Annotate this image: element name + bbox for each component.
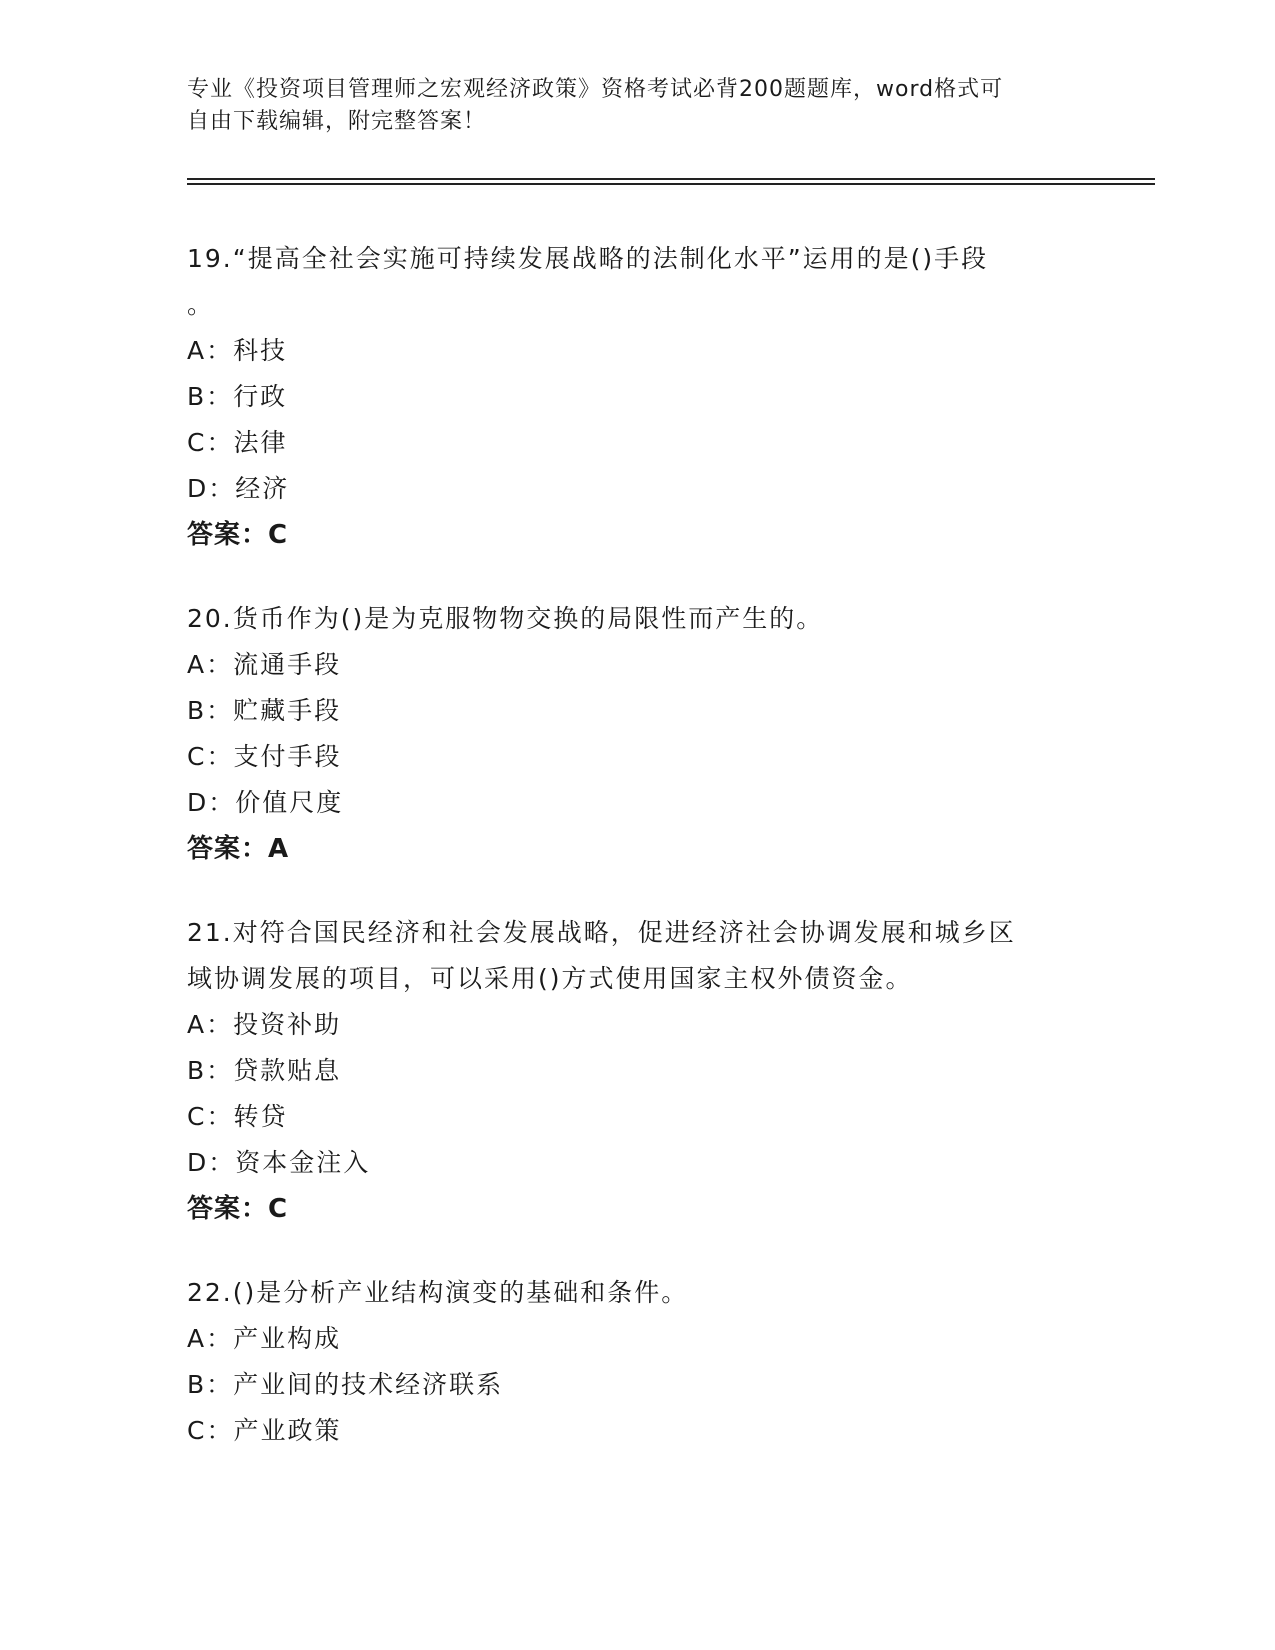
question-stem: 21.对符合国民经济和社会发展战略，促进经济社会协调发展和城乡区 bbox=[187, 918, 1016, 947]
question-list bbox=[187, 236, 1087, 1492]
question-stem: 19.“提高全社会实施可持续发展战略的法制化水平”运用的是()手段 bbox=[187, 244, 989, 273]
option-b: B：行政 bbox=[187, 382, 288, 411]
answer-line: 答案：A bbox=[187, 834, 290, 864]
option-b: B：贷款贴息 bbox=[187, 1056, 342, 1085]
header-divider-top bbox=[187, 178, 1155, 180]
option-a: A：科技 bbox=[187, 336, 288, 365]
option-a: A：产业构成 bbox=[187, 1324, 342, 1353]
option-b: B：贮藏手段 bbox=[187, 696, 342, 725]
option-c: C：法律 bbox=[187, 428, 288, 457]
question-19 bbox=[187, 236, 1087, 558]
option-a: A：投资补助 bbox=[187, 1010, 342, 1039]
question-20 bbox=[187, 596, 1087, 872]
answer-line: 答案：C bbox=[187, 1194, 289, 1224]
header-line-1: 专业《投资项目管理师之宏观经济政策》资格考试必背200题题库，word格式可 bbox=[187, 77, 1004, 102]
question-stem-continued: 。 bbox=[187, 290, 215, 319]
option-d: D：经济 bbox=[187, 474, 290, 503]
question-stem: 20.货币作为()是为克服物物交换的局限性而产生的。 bbox=[187, 604, 824, 633]
header-line-2: 自由下载编辑，附完整答案！ bbox=[187, 109, 487, 134]
question-stem: 22.()是分析产业结构演变的基础和条件。 bbox=[187, 1278, 689, 1307]
question-21 bbox=[187, 910, 1087, 1232]
header-divider-bottom bbox=[187, 183, 1155, 185]
option-d: D：价值尺度 bbox=[187, 788, 344, 817]
document-header bbox=[187, 74, 1067, 138]
question-stem-continued: 域协调发展的项目，可以采用()方式使用国家主权外债资金。 bbox=[187, 964, 913, 993]
option-c: C：转贷 bbox=[187, 1102, 288, 1131]
option-c: C：支付手段 bbox=[187, 742, 342, 771]
option-c: C：产业政策 bbox=[187, 1416, 342, 1445]
option-d: D：资本金注入 bbox=[187, 1148, 371, 1177]
option-a: A：流通手段 bbox=[187, 650, 342, 679]
option-b: B：产业间的技术经济联系 bbox=[187, 1370, 504, 1399]
answer-line: 答案：C bbox=[187, 520, 289, 550]
question-22 bbox=[187, 1270, 1087, 1454]
